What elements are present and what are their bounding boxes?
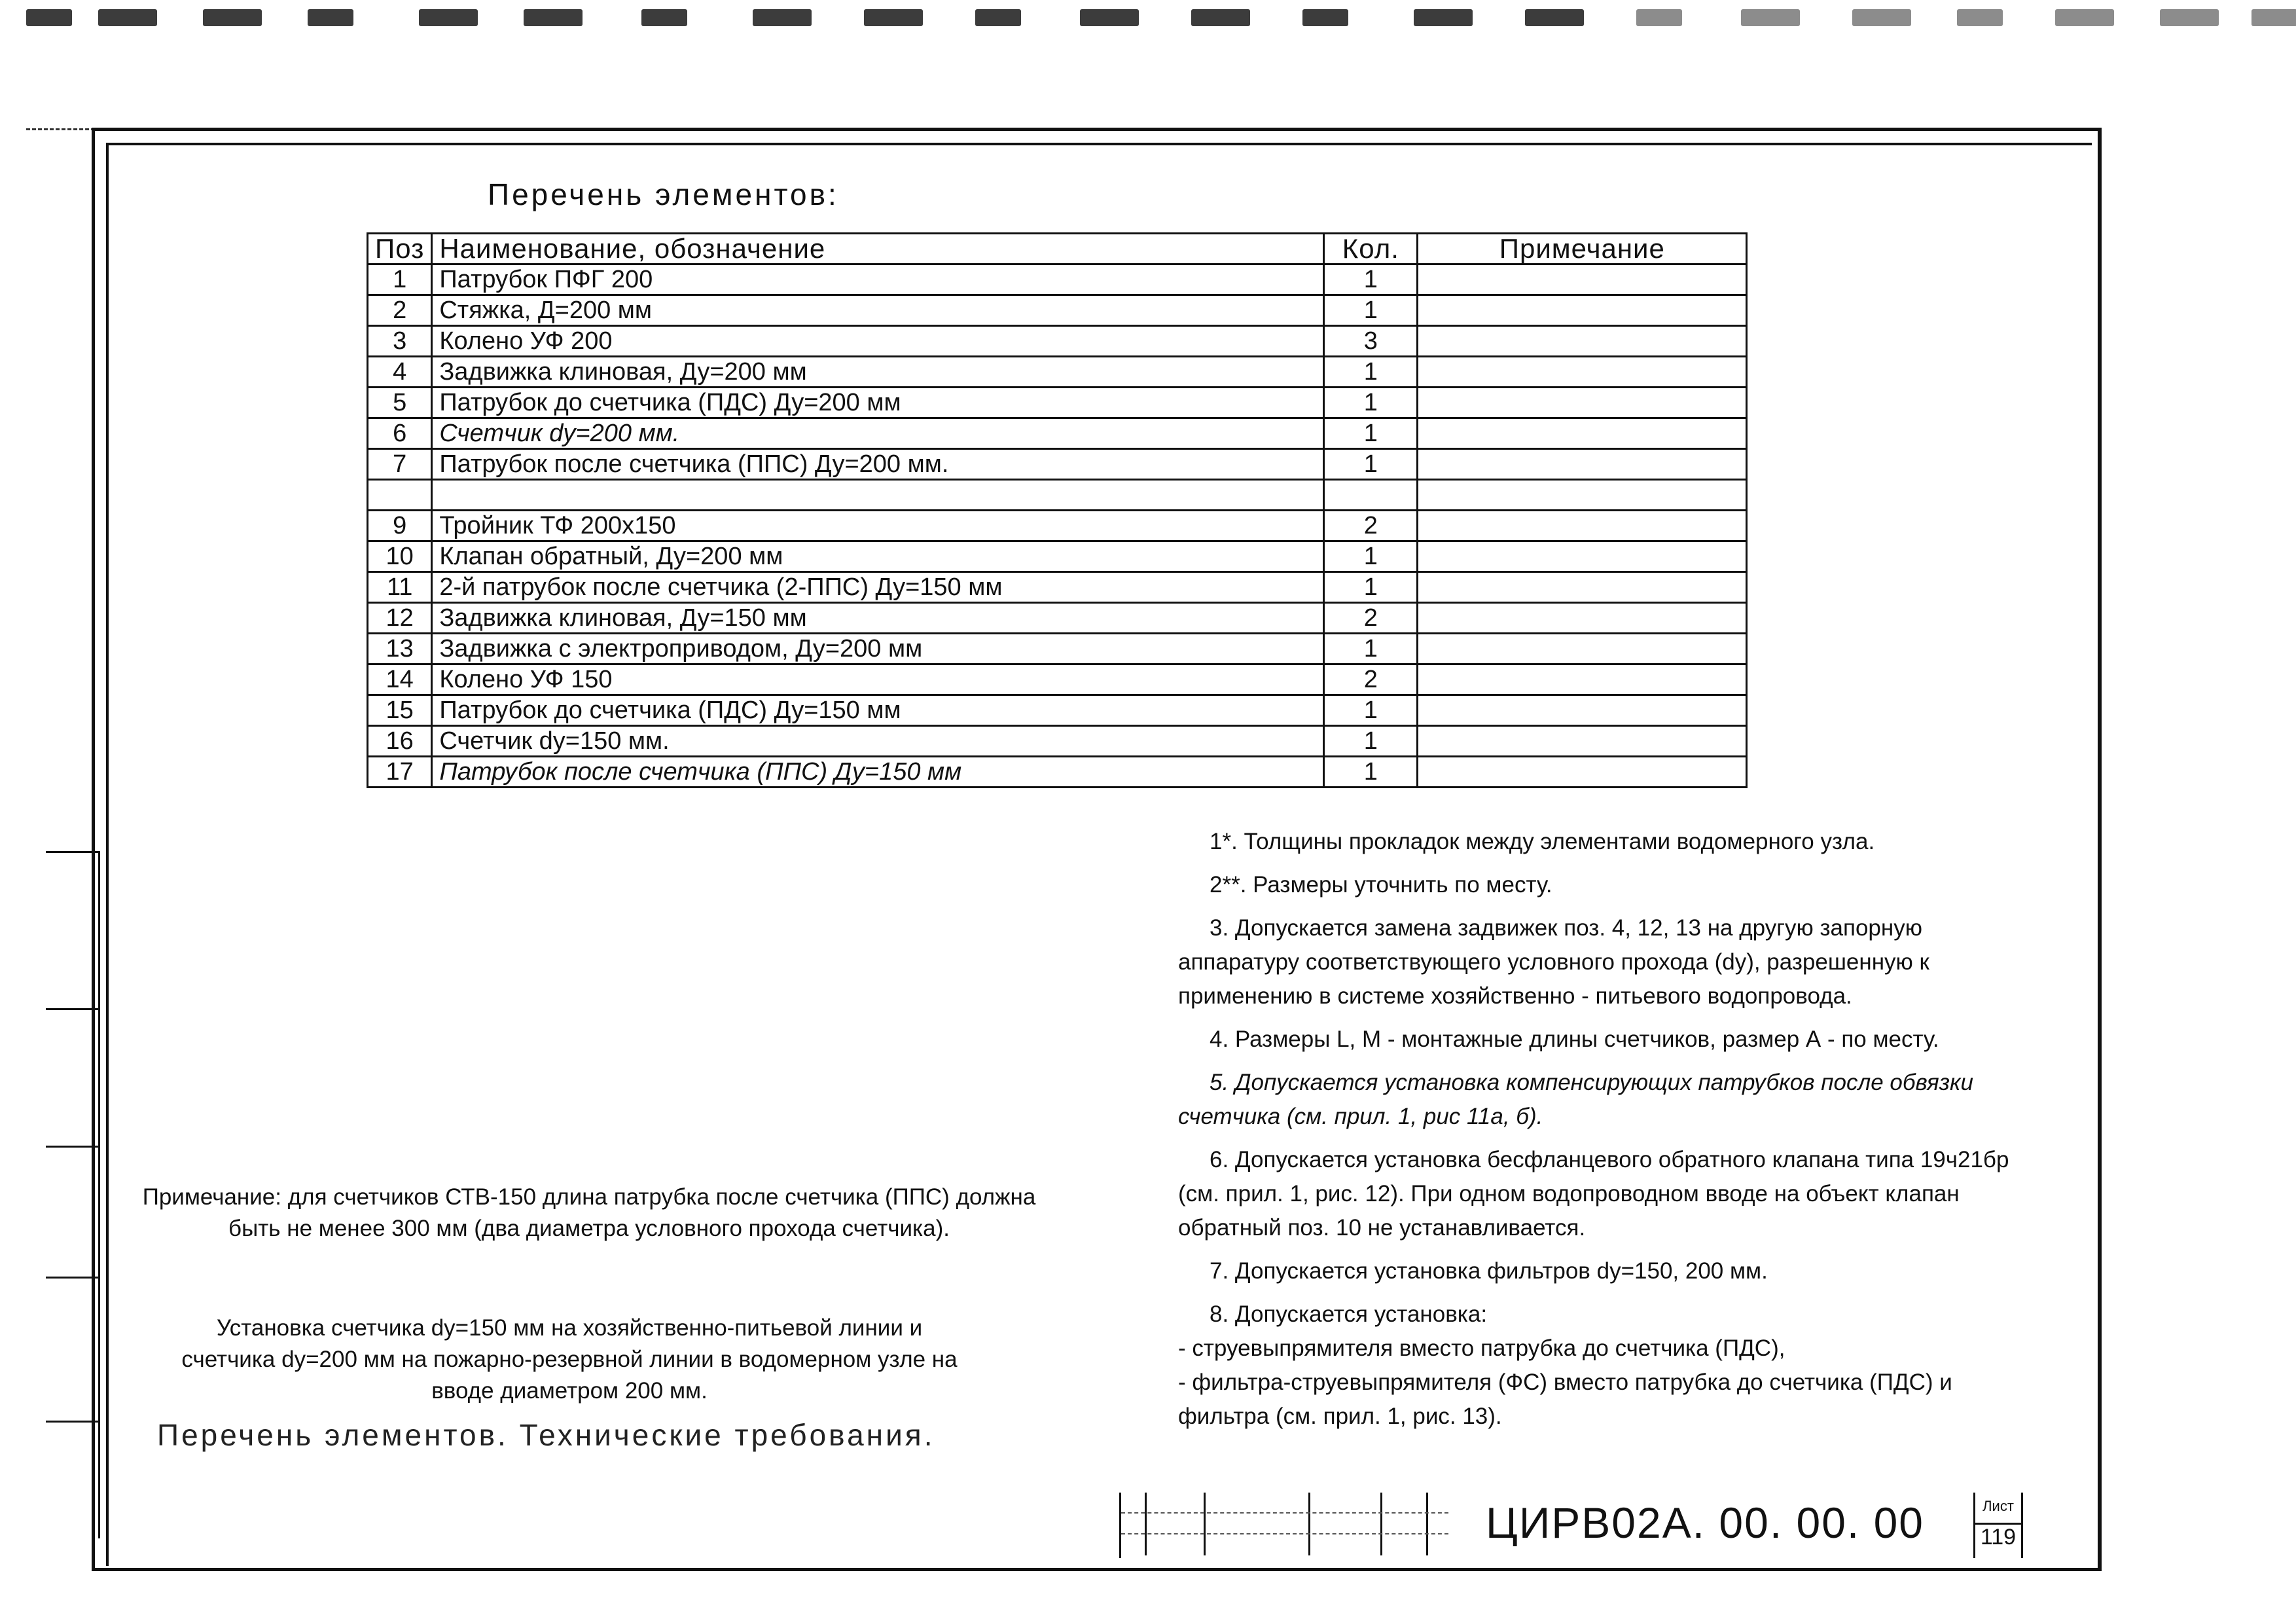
cell-qty: 1 [1324,757,1418,788]
cell-name: Задвижка клиновая, Ду=200 мм [432,357,1324,388]
note-item: 3. Допускается замена задвижек поз. 4, 12, 13 на другую запорную аппаратуру соответствующего условного прохода (dy), разрешенную к применению в системе хозяйственно - питьевого водопровода. [1178,915,1929,1009]
stamp-cell [1145,1493,1206,1555]
stamp-cell [1308,1493,1382,1555]
table-row [368,757,1747,788]
cell-qty: 1 [1324,572,1418,603]
table-row [368,357,1747,388]
scan-punch-mark [1080,9,1139,26]
margin-box [46,851,98,1010]
sheet-label: Лист [1982,1498,2014,1514]
cell-name: Патрубок до счетчика (ПДС) Ду=150 мм [432,695,1324,726]
cell-note [1418,541,1747,572]
scan-punch-mark [864,9,923,26]
cell-qty: 2 [1324,511,1418,541]
table-row [368,388,1747,418]
table-row [368,572,1747,603]
stamp-cell [1204,1493,1310,1555]
cell-pos: 7 [368,449,432,480]
cell-qty: 2 [1324,603,1418,634]
cell-note [1418,511,1747,541]
cell-name: Счетчик dy=150 мм. [432,726,1324,757]
cell-pos: 13 [368,634,432,664]
scan-punch-mark [1191,9,1250,26]
scan-punch-mark [26,9,72,26]
cell-pos: 15 [368,695,432,726]
table-row [368,511,1747,541]
cell-pos: 16 [368,726,432,757]
cell-name: Колено УФ 200 [432,326,1324,357]
cell-note [1418,264,1747,295]
note-item: 4. Размеры L, M - монтажные длины счетчиков, размер А - по месту. [1210,1026,1939,1052]
note-item: 1*. Толщины прокладок между элементами водомерного узла. [1210,829,1875,854]
cell-pos: 12 [368,603,432,634]
cell-qty: 1 [1324,634,1418,664]
scan-punch-mark [2160,9,2219,26]
cell-note [1418,695,1747,726]
scan-punch-mark [1636,9,1682,26]
table-row [368,418,1747,449]
cell-qty: 3 [1324,326,1418,357]
document-code: ЦИРВ02А. 00. 00. 00 [1486,1498,1924,1547]
cell-qty: 1 [1324,541,1418,572]
cell-pos: 6 [368,418,432,449]
cell-pos: 11 [368,572,432,603]
page-title: Перечень элементов: [488,177,839,211]
scan-punch-mark [98,9,157,26]
cell-note [1418,326,1747,357]
cell-note [1418,295,1747,326]
table-row [368,634,1747,664]
install-note: Установка счетчика dy=150 мм на хозяйственно-питьевой линии и счетчика dy=200 мм на пожарно-резервной линии в водомерном узле на вводе диаметром 200 мм. [181,1315,958,1404]
scan-punch-mark [1852,9,1911,26]
cell-name: Задвижка с электроприводом, Ду=200 мм [432,634,1324,664]
scan-punch-mark [524,9,583,26]
cell-name: Тройник ТФ 200х150 [432,511,1324,541]
sheet-subtitle: Перечень элементов. Технические требования. [157,1418,935,1452]
note-item: 2**. Размеры уточнить по месту. [1210,872,1552,898]
cell-note [1418,418,1747,449]
cell-name: Стяжка, Д=200 мм [432,295,1324,326]
note-item: - струевыпрямителя вместо патрубка до счетчика (ПДС), [1178,1335,1785,1361]
cell-qty: 1 [1324,695,1418,726]
note-item: 5. Допускается установка компенсирующих патрубков после обвязки счетчика (см. прил. 1, рис 11а, б). [1178,1070,1973,1129]
header-note: Примечание [1418,234,1747,264]
cell-note [1418,757,1747,788]
cell-qty: 1 [1324,264,1418,295]
scan-punch-mark [753,9,812,26]
cell-pos [368,480,432,511]
cell-name: Патрубок ПФГ 200 [432,264,1324,295]
table-row [368,603,1747,634]
scan-punch-mark [419,9,478,26]
cell-name [432,480,1324,511]
cell-name: Патрубок после счетчика (ППС) Ду=200 мм. [432,449,1324,480]
margin-box [46,1008,98,1148]
stamp-row-line [1121,1512,1448,1514]
table-row [368,326,1747,357]
scan-punch-mark [1741,9,1800,26]
sheet-number: 119 [1975,1523,2021,1550]
note-item: - фильтра-струевыпрямителя (ФС) вместо патрубка до счетчика (ПДС) и фильтра (см. прил. 1, рис. 13). [1178,1370,1952,1429]
table-row [368,449,1747,480]
technical-requirements [1178,825,2022,1443]
scan-punch-mark [1302,9,1348,26]
cell-pos: 10 [368,541,432,572]
header-qty: Кол. [1324,234,1418,264]
note-item: 7. Допускается установка фильтров dy=150, 200 мм. [1210,1258,1768,1284]
cell-note [1418,480,1747,511]
cell-name: Патрубок после счетчика (ППС) Ду=150 мм [432,757,1324,788]
cell-name: Патрубок до счетчика (ПДС) Ду=200 мм [432,388,1324,418]
scan-punch-mark [308,9,353,26]
table-row [368,480,1747,511]
cell-name: Задвижка клиновая, Ду=150 мм [432,603,1324,634]
sheet-box [1973,1493,2023,1558]
cell-note [1418,664,1747,695]
cell-pos: 17 [368,757,432,788]
cell-pos: 14 [368,664,432,695]
table-row [368,726,1747,757]
scan-punch-mark [1414,9,1473,26]
cell-pos: 3 [368,326,432,357]
table-row [368,541,1747,572]
scan-punch-mark [2055,9,2114,26]
table-body [368,264,1747,788]
cell-note [1418,572,1747,603]
cell-note [1418,388,1747,418]
cell-qty: 1 [1324,418,1418,449]
header-name: Наименование, обозначение [432,234,1324,264]
cell-pos: 4 [368,357,432,388]
margin-box [46,1277,98,1423]
note-item: 8. Допускается установка: [1210,1301,1488,1327]
cell-qty: 1 [1324,449,1418,480]
title-stamp [1119,1486,2094,1559]
cell-name: Счетчик dy=200 мм. [432,418,1324,449]
parts-table [367,232,1748,788]
cell-note [1418,603,1747,634]
cell-note [1418,357,1747,388]
stamp-revision-cells [1119,1493,1448,1558]
cell-qty: 1 [1324,357,1418,388]
cell-qty: 1 [1324,295,1418,326]
table-row [368,264,1747,295]
cell-note [1418,634,1747,664]
scan-punch-mark [975,9,1021,26]
margin-box [46,1146,98,1279]
cell-pos: 5 [368,388,432,418]
scan-punch-mark [2251,9,2296,26]
table-row [368,295,1747,326]
cell-pos: 1 [368,264,432,295]
table-row [368,695,1747,726]
stamp-cell [1121,1493,1147,1555]
cell-name: Колено УФ 150 [432,664,1324,695]
cell-note [1418,726,1747,757]
remark-text: Примечание: для счетчиков СТВ-150 длина патрубка после счетчика (ППС) должна быть не менее 300 мм (два диаметра условного прохода счетчика). [142,1184,1036,1241]
stamp-row-line [1121,1533,1448,1534]
cell-qty: 2 [1324,664,1418,695]
cell-note [1418,449,1747,480]
scan-punch-strip [0,0,2296,72]
cell-qty [1324,480,1418,511]
cell-name: Клапан обратный, Ду=200 мм [432,541,1324,572]
header-pos: Поз [368,234,432,264]
table-header-row [368,234,1747,264]
cell-pos: 2 [368,295,432,326]
cell-name: 2-й патрубок после счетчика (2-ППС) Ду=150 мм [432,572,1324,603]
stamp-cell [1380,1493,1428,1555]
cell-qty: 1 [1324,726,1418,757]
scan-punch-mark [1525,9,1584,26]
table-row [368,664,1747,695]
cell-pos: 9 [368,511,432,541]
margin-box [46,1421,98,1540]
cell-qty: 1 [1324,388,1418,418]
scan-punch-mark [641,9,687,26]
note-item: 6. Допускается установка бесфланцевого обратного клапана типа 19ч21бр (см. прил. 1, рис. 12). При одном водопроводном вводе на объект клапан обратный поз. 10 не устанавливается. [1178,1147,2009,1241]
scan-punch-mark [1957,9,2003,26]
left-margin-stamps [46,851,100,1538]
scan-punch-mark [203,9,262,26]
